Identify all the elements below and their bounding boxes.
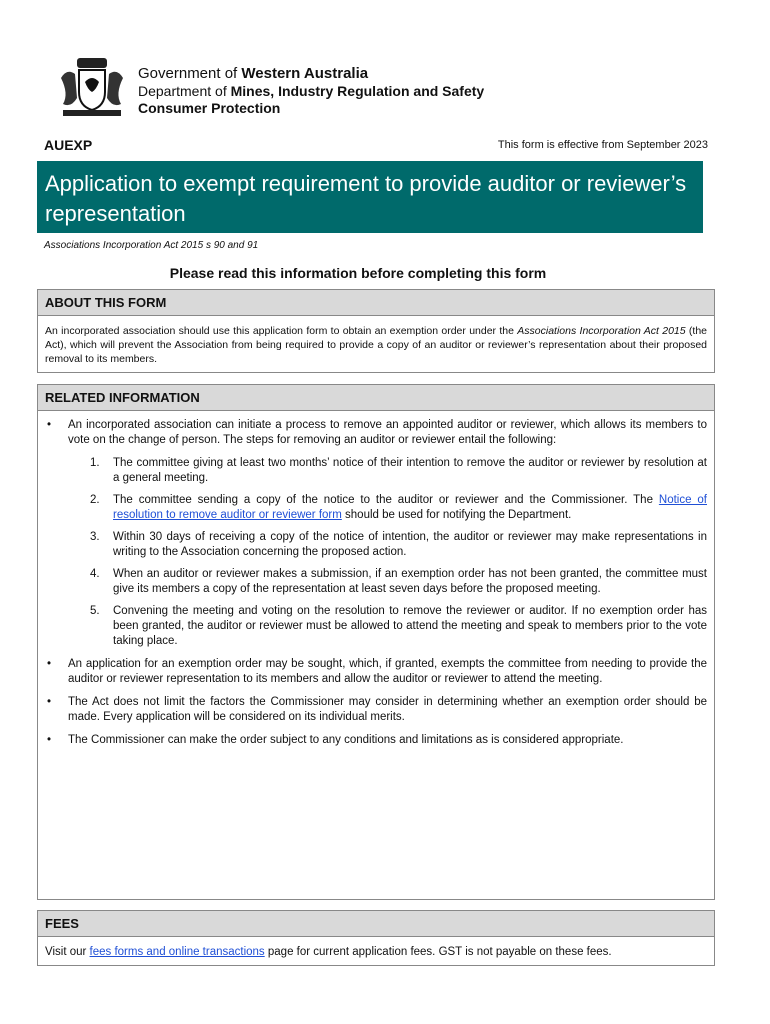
coat-of-arms-icon — [55, 52, 129, 124]
division-name: Consumer Protection — [138, 100, 281, 116]
step-item: 5. Convening the meeting and voting on the resolution to remove the reviewer or auditor. If no exemption order has been granted, the auditor or reviewer must be allowed to attend the meeting and speak to members prior to the vote taking place. — [90, 605, 707, 647]
list-item: • An application for an exemption order may be sought, which, if granted, exempts the committee from needing to provide the auditor or reviewer representation to its members and allow the auditor or reviewer to attend the meeting. — [47, 658, 707, 685]
please-read-heading: Please read this information before completing this form — [169, 265, 547, 281]
list-item: • The Commissioner can make the order subject to any conditions and limitations as is considered appropriate. — [47, 734, 624, 746]
notice-form-link[interactable]: Notice of resolution to remove auditor or reviewer form — [113, 494, 707, 521]
department-name: Department of Mines, Industry Regulation and Safety — [138, 83, 485, 99]
step-item: 1. The committee giving at least two months’ notice of their intention to remove the auditor or reviewer by resolution at a general meeting. — [90, 457, 707, 484]
about-heading: ABOUT THIS FORM — [38, 290, 714, 316]
fees-heading: FEES — [38, 911, 714, 937]
related-heading: RELATED INFORMATION — [38, 385, 714, 411]
step-item: 2. The committee sending a copy of the notice to the auditor or reviewer and the Commissioner. The Notice of resolution to remove auditor or reviewer form should be used for notifying the Department. — [90, 494, 707, 521]
form-code: AUEXP — [44, 137, 93, 153]
act-reference: Associations Incorporation Act 2015 s 90 and 91 — [44, 240, 259, 251]
step-item: 3. Within 30 days of receiving a copy of the notice of intention, the auditor or reviewer may make representations in writing to the Association concerning the proposed action. — [90, 531, 707, 558]
page-title: Application to exempt requirement to provide auditor or reviewer’s representation — [37, 161, 703, 233]
related-section — [37, 384, 715, 900]
list-item: • An incorporated association can initiate a process to remove an appointed auditor or reviewer, which allows its members to vote on the change of person. The steps for removing an auditor or reviewer entail the following: 1. The committee giving at least two months’ notice of their intention to remove the auditor or reviewer by resolution at a general meeting. 2. The committee sending a copy of the notice to the auditor or reviewer and the Commissioner. The Notice of resolution to remove auditor or reviewer form should be used for notifying the Department. 3. Within 30 days of receiving a copy of the notice of intention, the auditor or reviewer may make representations in writing to the Association concerning the proposed action. 4. When an auditor or reviewer makes a submission, if an exemption order has not been granted, the committee must give its members a copy of the representation at least seven days before the proposed meeting. 5. Convening the meeting and voting on the resolution to remove the reviewer or auditor. If no exemption order has been granted, the auditor or reviewer must be allowed to attend the meeting and speak to members prior to the vote taking place. — [47, 419, 707, 647]
fees-link[interactable]: fees forms and online transactions — [89, 946, 265, 958]
list-item: • The Act does not limit the factors the Commissioner may consider in determining whether an exemption order should be made. Every application will be considered on its individual merits. — [47, 696, 707, 723]
about-section — [37, 289, 715, 373]
fees-section — [37, 910, 715, 966]
government-name: Government of Western Australia — [138, 65, 369, 82]
about-text: An incorporated association should use this application form to obtain an exemption order under the Associations Incorporation Act 2015 (the Act), which will prevent the Association from being required to provide a copy of an auditor or reviewer’s representation about their proposed removal to its members. — [45, 325, 707, 365]
fees-text: Visit our fees forms and online transactions page for current application fees. GST is not payable on these fees. — [45, 946, 612, 958]
effective-date: This form is effective from September 2023 — [497, 139, 708, 151]
step-item: 4. When an auditor or reviewer makes a submission, if an exemption order has not been granted, the committee must give its members a copy of the representation at least seven days before the proposed meeting. — [90, 568, 707, 595]
government-logo — [55, 52, 495, 124]
